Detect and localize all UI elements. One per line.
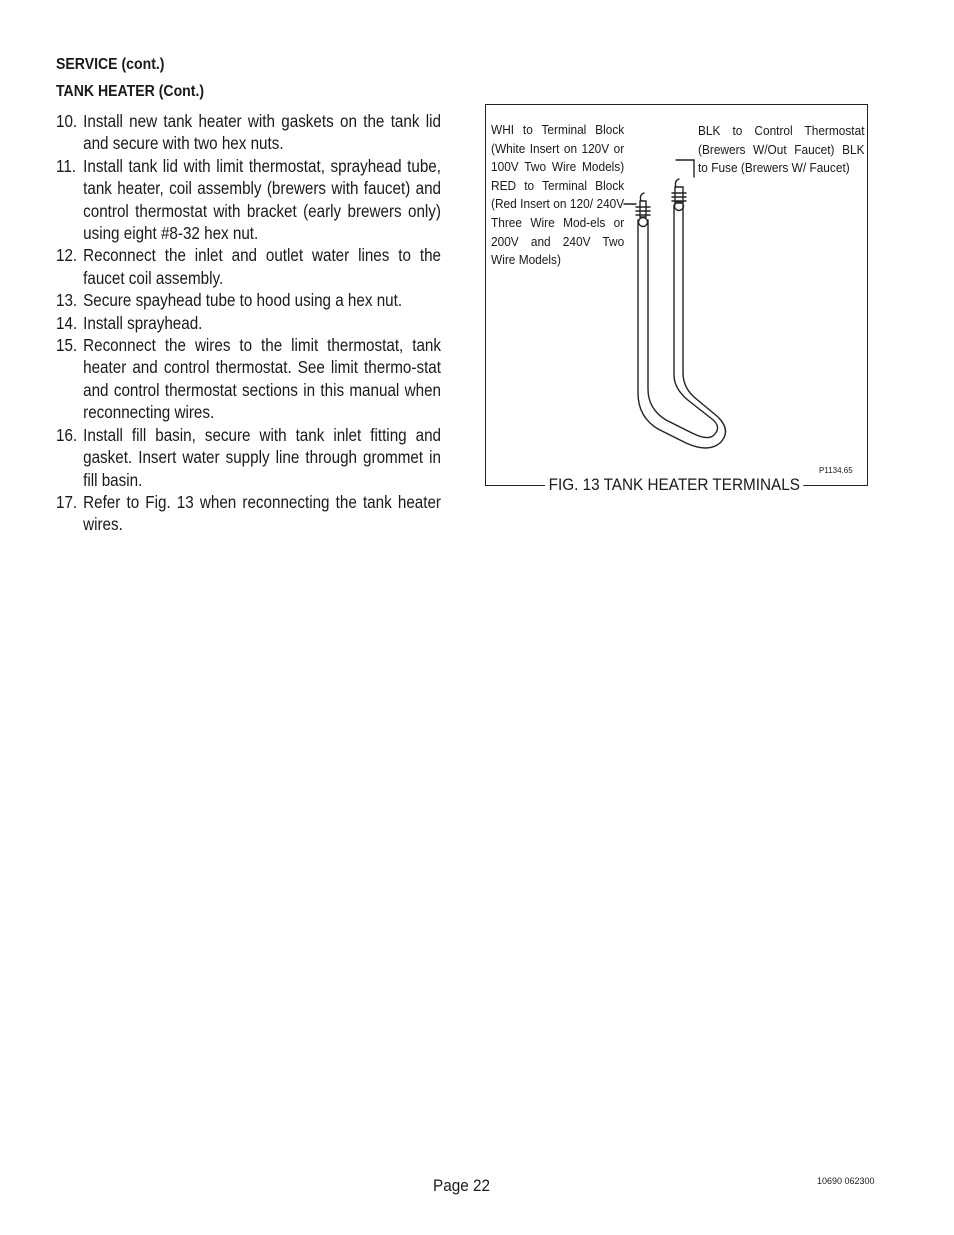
step-text: Install sprayhead.	[83, 312, 203, 333]
step-number: 13.	[56, 290, 78, 311]
step-number: 16.	[56, 424, 78, 445]
step-number: 15.	[56, 335, 78, 356]
left-terminal-label: WHI to Terminal Block (White Insert on 120V or 100V Two Wire Models) RED to Terminal Block (Red Insert on 120/ 240V Three Wire Mod-els or 200V and 240V Two Wire Models)	[491, 122, 625, 268]
step-17	[56, 491, 441, 536]
step-number: 11.	[56, 155, 77, 176]
step-text: Install new tank heater with gaskets on the tank lid and secure with two hex nuts.	[83, 111, 441, 154]
step-text: Install fill basin, secure with tank inlet fitting and gasket. Insert water supply line through grommet in fill basin.	[83, 424, 441, 490]
step-16	[56, 424, 441, 491]
step-number: 10.	[56, 111, 78, 131]
section-subtitle: TANK HEATER (Cont.)	[56, 83, 205, 100]
section-title: SERVICE (cont.)	[56, 56, 165, 73]
step-text: Reconnect the inlet and outlet water lines to the faucet coil assembly.	[83, 245, 441, 288]
step-number: 12.	[56, 245, 78, 266]
step-text: Install tank lid with limit thermostat, sprayhead tube, tank heater, coil assembly (brewers with faucet) and control thermostat with bracket (early brewers only) using eight #8-32 hex nut.	[83, 155, 441, 244]
step-10	[56, 110, 441, 155]
figure-caption: FIG. 13 TANK HEATER TERMINALS	[545, 475, 804, 495]
figure-code: P1134.65	[819, 466, 853, 475]
step-15	[56, 334, 441, 424]
step-text: Reconnect the wires to the limit thermostat, tank heater and control thermostat. See limit thermo-stat and control thermostat sections in this manual when reconnecting wires.	[83, 335, 441, 423]
step-12	[56, 244, 441, 289]
step-text: Refer to Fig. 13 when reconnecting the tank heater wires.	[83, 491, 441, 535]
step-13	[56, 289, 441, 311]
document-code: 10690 062300	[817, 1176, 875, 1186]
step-11	[56, 155, 441, 245]
instruction-list	[56, 110, 441, 536]
step-text: Secure spayhead tube to hood using a hex nut.	[83, 290, 403, 311]
step-number: 14.	[56, 312, 78, 333]
step-number: 17.	[56, 491, 78, 512]
step-14	[56, 312, 441, 334]
page-number: Page 22	[433, 1176, 491, 1195]
right-terminal-label: BLK to Control Thermostat (Brewers W/Out Faucet) BLK to Fuse (Brewers W/ Faucet)	[698, 123, 865, 176]
